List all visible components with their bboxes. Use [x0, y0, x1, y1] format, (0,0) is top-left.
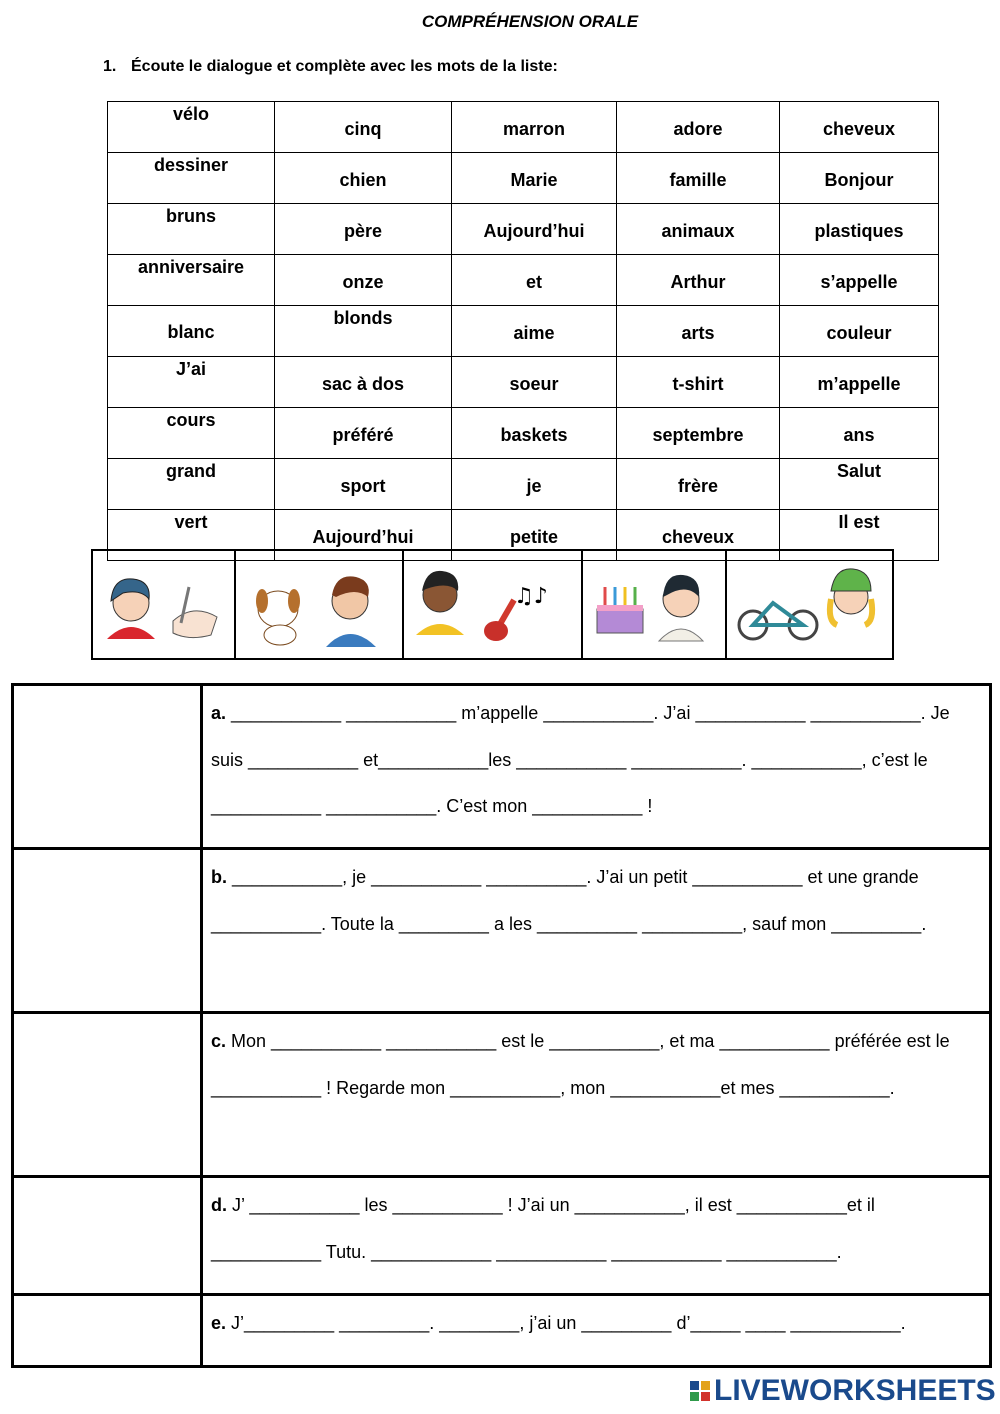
word-cell: cheveux — [617, 510, 780, 561]
exercise-text-cell — [202, 685, 991, 849]
word-row — [108, 153, 939, 204]
word-cell: onze — [275, 255, 452, 306]
exercise-sentence[interactable]: ___________, je ___________ __________. J’ai un petit ___________ et une grande ___________. Toute la _________ a les __________ __________, sauf mon _________. — [211, 867, 927, 934]
exercise-sentence[interactable]: J’ ___________ les ___________ ! J’ai un ___________, il est ___________et il ___________ Tutu. ____________ ___________ ___________ ___________. — [211, 1195, 875, 1262]
exercise-table — [11, 683, 992, 1368]
word-cell: bruns — [108, 204, 275, 255]
instruction-text: Écoute le dialogue et complète avec les mots de la liste: — [131, 58, 558, 75]
word-cell: adore — [617, 102, 780, 153]
word-cell: Marie — [452, 153, 617, 204]
word-cell: grand — [108, 459, 275, 510]
instruction-number: 1. — [103, 58, 117, 75]
word-cell: dessiner — [108, 153, 275, 204]
dog-and-boy-icon — [236, 551, 403, 658]
liveworksheets-logo — [690, 1374, 996, 1408]
word-cell: t-shirt — [617, 357, 780, 408]
word-cell: arts — [617, 306, 780, 357]
word-row — [108, 357, 939, 408]
exercise-row — [13, 685, 991, 849]
brand-name: LIVEWORKSHEETS — [714, 1374, 996, 1407]
word-cell: blonds — [275, 306, 452, 357]
picture-strip — [91, 549, 894, 660]
picture-answer-cell[interactable] — [13, 1177, 202, 1295]
exercise-label: b. — [211, 867, 227, 887]
page-title: COMPRÉHENSION ORALE — [421, 12, 639, 31]
exercise-text-cell — [202, 849, 991, 1013]
exercise-label: c. — [211, 1031, 227, 1051]
word-cell: J’ai — [108, 357, 275, 408]
birthday-cake-and-girl-icon — [583, 551, 726, 658]
word-cell: aime — [452, 306, 617, 357]
word-cell: cours — [108, 408, 275, 459]
exercise-label: e. — [211, 1313, 227, 1333]
word-row — [108, 408, 939, 459]
word-cell: blanc — [108, 306, 275, 357]
word-cell: baskets — [452, 408, 617, 459]
word-cell: septembre — [617, 408, 780, 459]
word-cell: couleur — [780, 306, 939, 357]
girl-drawing-icon — [93, 551, 236, 658]
word-cell: père — [275, 204, 452, 255]
picture-answer-cell[interactable] — [13, 685, 202, 849]
exercise-text-cell — [202, 1177, 991, 1295]
exercise-row — [13, 849, 991, 1013]
word-cell: marron — [452, 102, 617, 153]
word-cell: s’appelle — [780, 255, 939, 306]
picture-answer-cell[interactable] — [13, 1013, 202, 1177]
word-list-table — [107, 101, 939, 561]
exercise-label: d. — [211, 1195, 227, 1215]
word-row — [108, 306, 939, 357]
exercise-row — [13, 1295, 991, 1367]
word-cell: Bonjour — [780, 153, 939, 204]
picture-answer-cell[interactable] — [13, 1295, 202, 1367]
word-cell: plastiques — [780, 204, 939, 255]
exercise-text-cell — [202, 1295, 991, 1367]
exercise-sentence[interactable]: ___________ ___________ m’appelle ___________. J’ai ___________ ___________. Je suis ___________ et___________les ___________ ___________. ___________, c’est le ___________ ___________. C’est mon ___________ ! — [211, 703, 950, 816]
exercise-sentence[interactable]: Mon ___________ ___________ est le ___________, et ma ___________ préférée est le ___________ ! Regarde mon ___________, mon ___________et mes ___________. — [211, 1031, 950, 1098]
exercise-row — [13, 1177, 991, 1295]
word-cell: anniversaire — [108, 255, 275, 306]
word-cell: préféré — [275, 408, 452, 459]
word-cell: je — [452, 459, 617, 510]
picture-answer-cell[interactable] — [13, 849, 202, 1013]
word-cell: Aujourd’hui — [452, 204, 617, 255]
word-cell: cheveux — [780, 102, 939, 153]
instruction — [103, 58, 558, 76]
word-cell: cinq — [275, 102, 452, 153]
word-cell: animaux — [617, 204, 780, 255]
logo-mark-icon — [690, 1381, 710, 1401]
word-row — [108, 204, 939, 255]
exercise-row — [13, 1013, 991, 1177]
word-cell: soeur — [452, 357, 617, 408]
word-row — [108, 102, 939, 153]
word-cell: frère — [617, 459, 780, 510]
bike-and-girl-icon — [727, 551, 892, 658]
word-cell: et — [452, 255, 617, 306]
word-row — [108, 255, 939, 306]
word-cell: Arthur — [617, 255, 780, 306]
word-cell: Aujourd’hui — [275, 510, 452, 561]
exercise-label: a. — [211, 703, 227, 723]
word-cell: chien — [275, 153, 452, 204]
word-cell: famille — [617, 153, 780, 204]
word-cell: sport — [275, 459, 452, 510]
word-cell: Salut — [780, 459, 939, 510]
word-cell: sac à dos — [275, 357, 452, 408]
word-cell: m’appelle — [780, 357, 939, 408]
word-cell: vert — [108, 510, 275, 561]
exercise-sentence[interactable]: J’_________ _________. ________, j’ai un _________ d’_____ ____ ___________. — [231, 1313, 906, 1333]
boy-and-guitar-icon — [404, 551, 583, 658]
word-cell: vélo — [108, 102, 275, 153]
word-cell: petite — [452, 510, 617, 561]
svg-text:♫♪: ♫♪ — [513, 584, 548, 609]
word-row — [108, 459, 939, 510]
word-cell: ans — [780, 408, 939, 459]
exercise-text-cell — [202, 1013, 991, 1177]
word-cell: Il est — [780, 510, 939, 561]
